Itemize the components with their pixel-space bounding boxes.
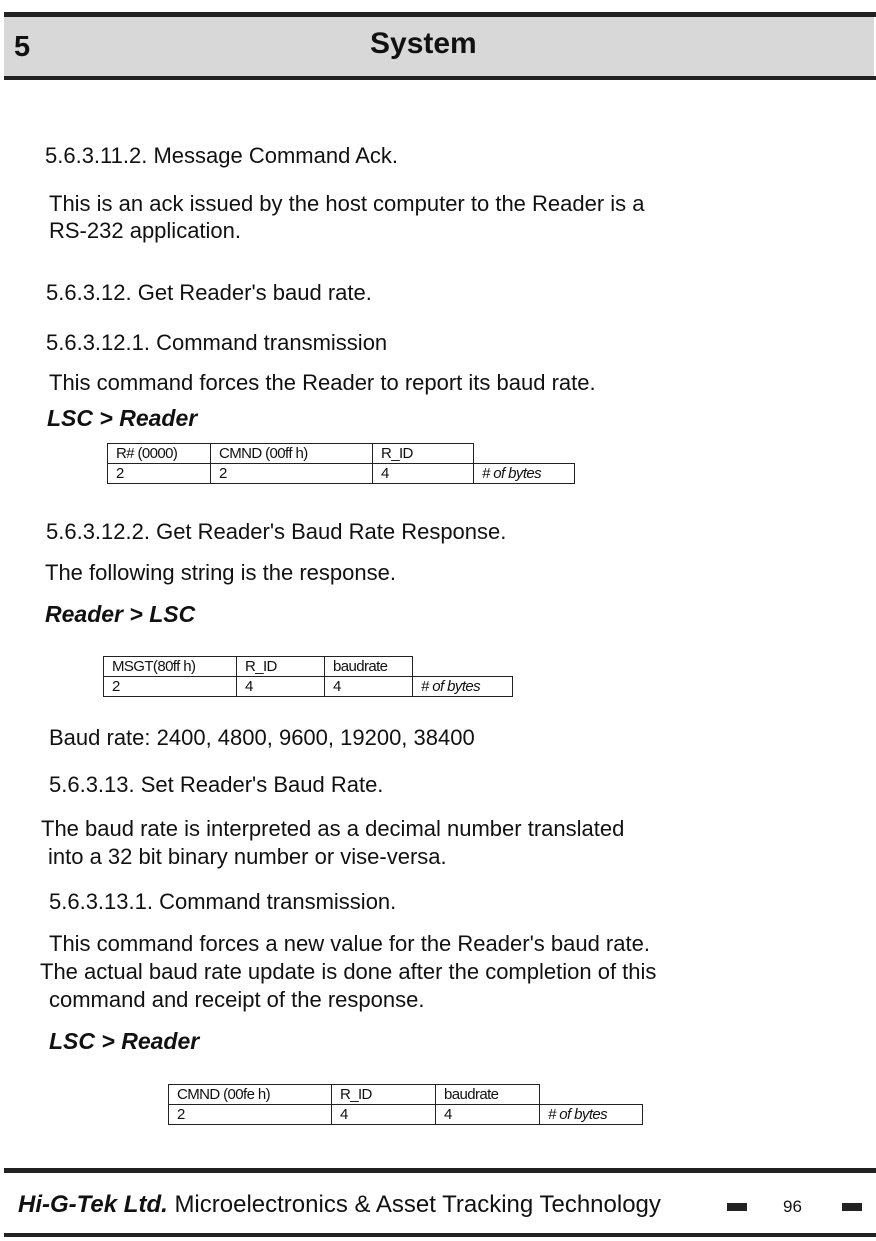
company-tagline: Microelectronics & Asset Tracking Technology <box>174 1191 661 1218</box>
page-number: 96 <box>783 1197 802 1216</box>
company-name: Hi-G-Tek Ltd. <box>18 1191 168 1218</box>
field-bytes: 4 <box>325 677 413 697</box>
paragraph-line: The baud rate is interpreted as a decimal number translated <box>41 816 625 841</box>
baud-rate-list: Baud rate: 2400, 4800, 9600, 19200, 38400 <box>49 725 475 750</box>
footer-top-rule <box>4 1168 876 1173</box>
paragraph-line: RS-232 application. <box>49 218 242 243</box>
footer-text <box>18 1191 661 1219</box>
footer-marker-left <box>727 1203 747 1211</box>
bytes-unit-label: # of bytes <box>540 1105 643 1125</box>
field-bytes: 2 <box>108 464 211 484</box>
field-bytes: 2 <box>169 1105 332 1125</box>
paragraph-line: This command forces the Reader to report its baud rate. <box>49 370 596 395</box>
field-bytes: 4 <box>332 1105 436 1125</box>
chapter-number: 5 <box>14 31 31 63</box>
paragraph-line: command and receipt of the response. <box>49 987 425 1012</box>
field-bytes: 4 <box>436 1105 540 1125</box>
section-heading: 5.6.3.11.2. Message Command Ack. <box>45 143 398 168</box>
paragraph-line: This command forces a new value for the Reader's baud rate. <box>49 931 650 956</box>
footer-marker-right <box>842 1203 862 1211</box>
packet-table <box>168 1084 643 1125</box>
paragraph-line: The following string is the response. <box>45 560 396 585</box>
field-name: baudrate <box>436 1085 540 1105</box>
field-name: R_ID <box>237 657 325 677</box>
field-bytes: 2 <box>104 677 237 697</box>
section-heading: 5.6.3.12.1. Command transmission <box>46 330 388 355</box>
field-name: CMND (00ff h) <box>211 444 373 464</box>
bytes-unit-label: # of bytes <box>474 464 575 484</box>
field-name: baudrate <box>325 657 413 677</box>
field-name: R_ID <box>332 1085 436 1105</box>
direction-label: LSC > Reader <box>49 1028 200 1054</box>
page-title: System <box>370 27 477 60</box>
field-name: MSGT(80ff h) <box>104 657 237 677</box>
packet-table <box>107 443 575 484</box>
section-heading: 5.6.3.13.1. Command transmission. <box>49 889 397 914</box>
paragraph-line: This is an ack issued by the host computer to the Reader is a <box>49 191 645 216</box>
paragraph-line: into a 32 bit binary number or vise-versa. <box>48 844 447 869</box>
field-bytes: 4 <box>373 464 474 484</box>
field-bytes: 2 <box>211 464 373 484</box>
direction-label: LSC > Reader <box>47 405 198 431</box>
section-heading: 5.6.3.13. Set Reader's Baud Rate. <box>49 772 384 797</box>
field-name: R# (0000) <box>108 444 211 464</box>
direction-label: Reader > LSC <box>45 601 196 627</box>
footer-bottom-rule <box>4 1233 876 1237</box>
field-name: R_ID <box>373 444 474 464</box>
paragraph-line: The actual baud rate update is done after the completion of this <box>40 959 657 984</box>
header-bottom-rule <box>4 76 876 80</box>
field-bytes: 4 <box>237 677 325 697</box>
packet-table <box>103 656 513 697</box>
field-name: CMND (00fe h) <box>169 1085 332 1105</box>
bytes-unit-label: # of bytes <box>413 677 513 697</box>
section-heading: 5.6.3.12.2. Get Reader's Baud Rate Response. <box>46 519 507 544</box>
section-heading: 5.6.3.12. Get Reader's baud rate. <box>46 280 372 305</box>
